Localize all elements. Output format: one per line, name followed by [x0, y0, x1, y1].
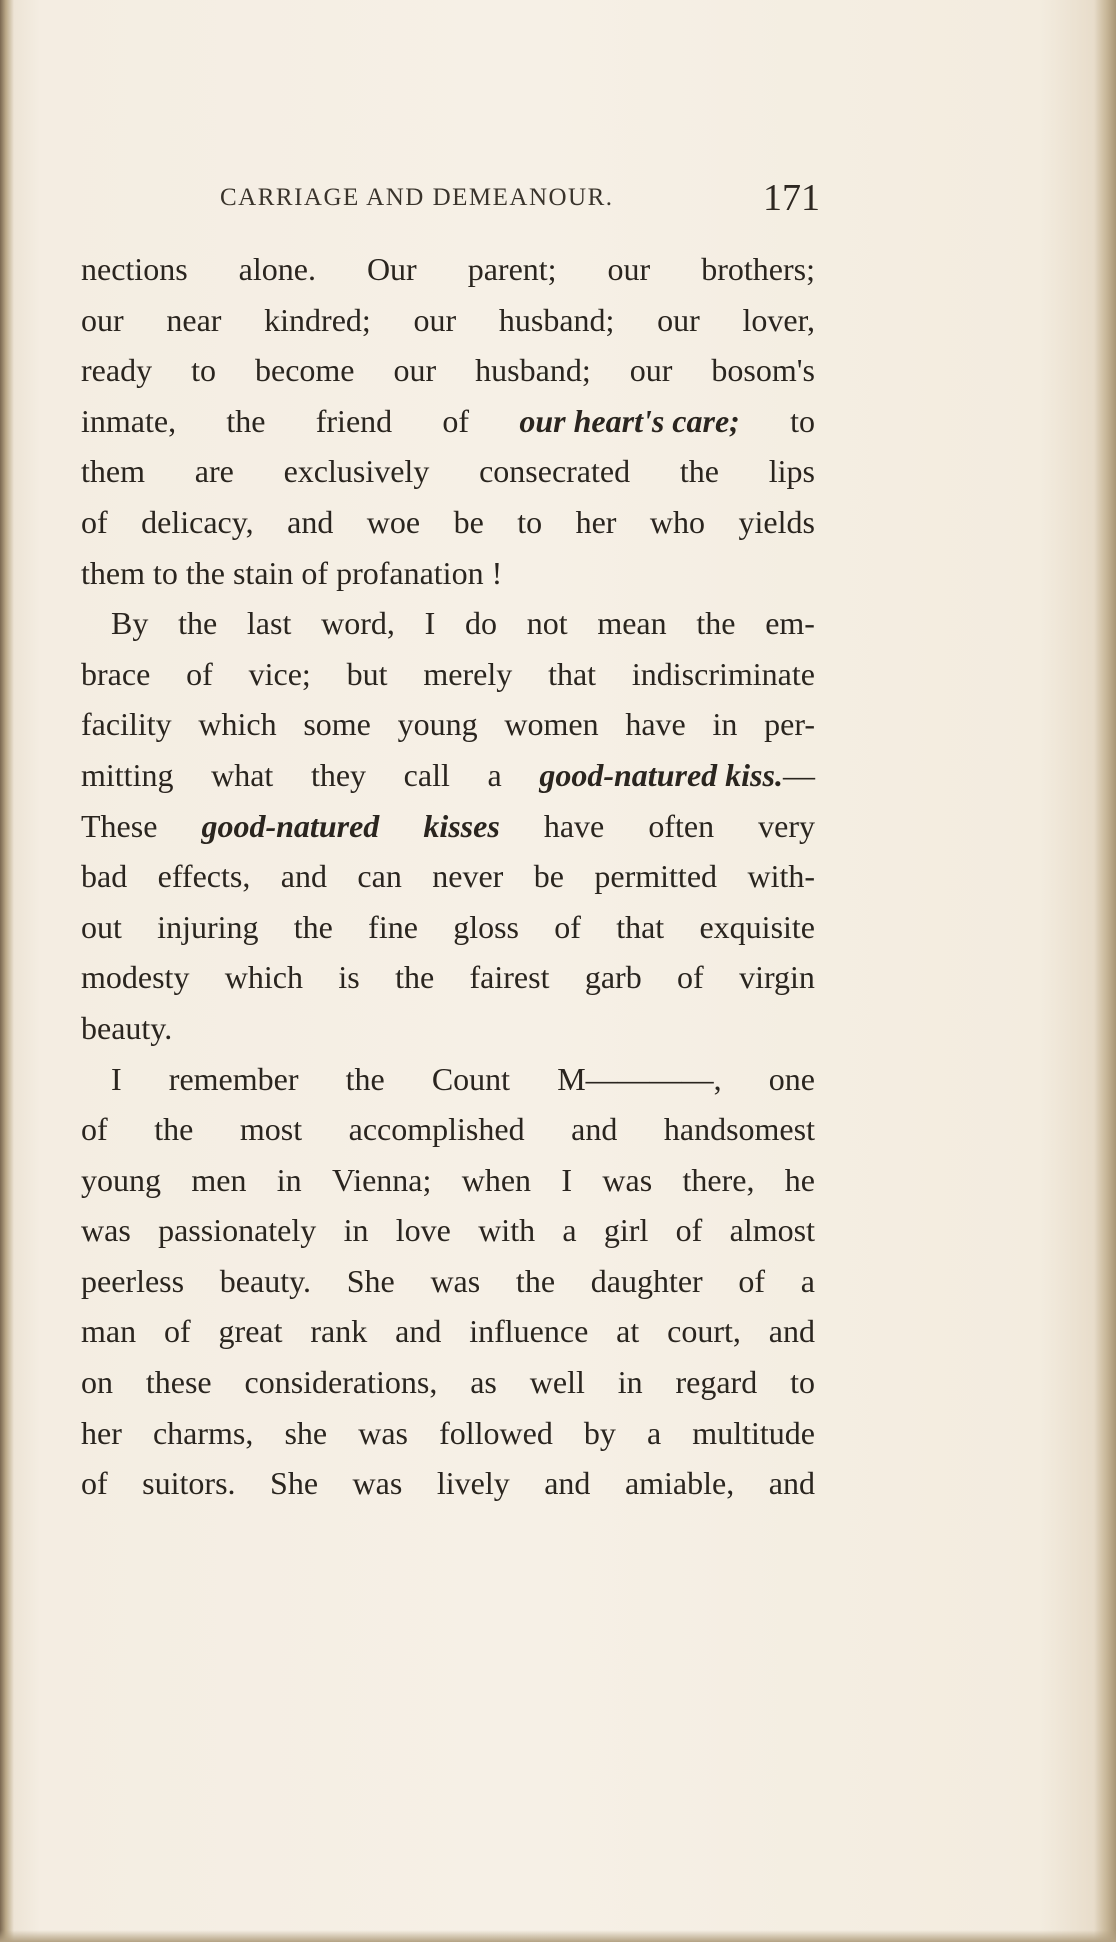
text-line: man of great rank and influence at court, and [81, 1313, 815, 1350]
text-line: peerless beauty. She was the daughter of a [81, 1262, 815, 1299]
italic-phrase: good-natured kiss. [539, 756, 783, 793]
text-line: brace of vice; but merely that indiscriminate [81, 655, 815, 692]
text-line: bad effects, and can never be permitted with- [81, 858, 815, 895]
text-line: of the most accomplished and handsomest [81, 1111, 815, 1148]
text-line: mitting what they call a good-natured kiss.— [81, 756, 815, 793]
text-line: These good-natured kisses have often very [81, 801, 815, 852]
text-line: nections alone. Our parent; our brothers; [81, 251, 815, 287]
text-line: was passionately in love with a girl of almost [81, 1212, 815, 1249]
italic-phrase: kisses [423, 807, 500, 844]
text-line: young men in Vienna; when I was there, he [81, 1161, 815, 1198]
text-line: By the last word, I do not mean the em- [111, 605, 815, 642]
text-line: modesty which is the fairest garb of virgin [81, 959, 815, 996]
page-bottom-edge [0, 1930, 1116, 1942]
text-line: out injuring the fine gloss of that exquisite [81, 908, 815, 945]
body-text [81, 244, 815, 1509]
running-head: CARRIAGE AND DEMEANOUR. [220, 184, 614, 211]
text-line: inmate, the friend of our heart's care; to [81, 396, 815, 447]
page-gutter-shadow [0, 0, 14, 1942]
italic-phrase: good-natured [201, 807, 380, 844]
text-line: our near kindred; our husband; our lover, [81, 301, 815, 338]
page-edge [1094, 0, 1116, 1942]
text-line: ready to become our husband; our bosom's [81, 352, 815, 389]
text-line: her charms, she was followed by a multitude [81, 1414, 815, 1451]
italic-phrase: our heart's care; [519, 402, 740, 439]
text-line: I remember the Count M————, one [111, 1060, 815, 1097]
text-line: facility which some young women have in per- [81, 706, 815, 743]
text-line: beauty. [81, 1009, 173, 1046]
text-line: them are exclusively consecrated the lips [81, 453, 815, 490]
page-number: 171 [763, 177, 820, 219]
text-line: of delicacy, and woe be to her who yields [81, 503, 815, 540]
page-header [220, 176, 820, 224]
text-line: of suitors. She was lively and amiable, and [81, 1465, 815, 1502]
text-line: them to the stain of profanation ! [81, 554, 503, 591]
text-line: on these considerations, as well in regard to [81, 1364, 815, 1401]
